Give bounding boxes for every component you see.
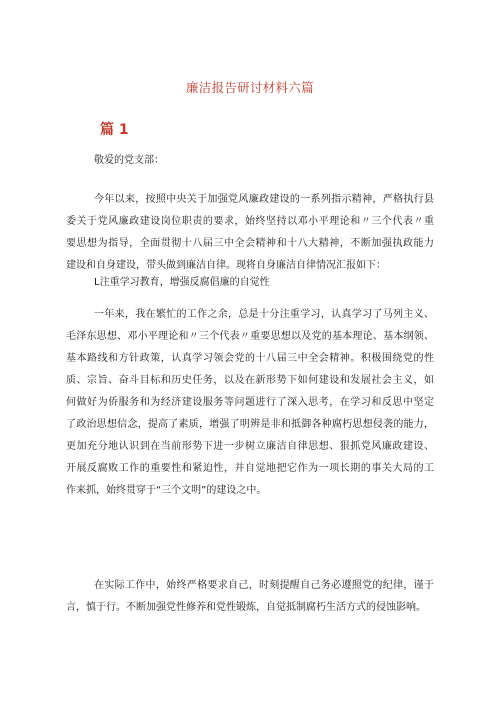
- subheading-1: L注重学习教育，增强反腐倡廉的自觉性: [94, 277, 270, 288]
- paragraph-2: [66, 304, 434, 502]
- paragraph-line: 何做好为侨服务和为经济建设服务等问题进行了深入思考，在学习和反思中坚定: [66, 397, 434, 408]
- paragraph-line: 开展反腐败工作的重要性和紧迫性，并自觉地把它作为一项长期的事关大局的工: [66, 463, 434, 474]
- paragraph-line: 今年以来，按照中央关于加强党风廉政建设的一系列指示精神，严格执行县: [94, 194, 434, 205]
- paragraph-line: 言，慎于行。不断加强党性修养和党性锻炼，自觉抵制腐朽生活方式的侵蚀影响。: [66, 602, 426, 613]
- paragraph-3: [66, 575, 434, 619]
- paragraph-line: 一年来，我在繁忙的工作之余，总是十分注重学习，认真学习了马列主义、: [94, 309, 434, 320]
- paragraph-line: 质、宗旨、奋斗目标和历史任务，以及在新形势下如何建设和发展社会主义，如: [66, 375, 434, 386]
- paragraph-line: 了政治思想信念，提高了素质，增强了明辨是非和抵御各种腐朽思想侵袭的能力，: [66, 419, 434, 430]
- section-heading: 篇 1: [100, 122, 129, 138]
- paragraph-line: 作来抓，始终贯穿于“三个文明”的建设之中。: [66, 485, 267, 496]
- paragraph-1: [66, 189, 434, 277]
- paragraph-line: 毛泽东思想、邓小平理论和〃三个代表〃重要思想以及党的基本理论、基本纲领、: [66, 331, 434, 342]
- paragraph-line: 基本路线和方针政策，认真学习领会党的十八届三中全会精神。积极围绕党的性: [66, 353, 434, 364]
- paragraph-line: 要思想为指导，全面贯彻十八届三中全会精神和十八大精神，不断加强执政能力: [66, 238, 434, 249]
- document-title: 廉洁报告研讨材料六篇: [185, 80, 314, 95]
- salutation: 敬爱的党支部：: [94, 155, 164, 166]
- paragraph-line: 委关于党风廉政建设岗位职责的要求，始终坚持以邓小平理论和〃三个代表〃重: [66, 216, 434, 227]
- paragraph-line: 建设和自身建设，带头做到廉洁自律。现将自身廉洁自律情况汇报如下：: [66, 260, 386, 271]
- paragraph-line: 在实际工作中，始终严格要求自己，时刻提醒自己务必遵照党的纪律，谨于: [94, 580, 434, 591]
- paragraph-line: 更加充分地认识到在当前形势下进一步树立廉洁自律思想、狠抓党风廉政建设、: [66, 441, 434, 452]
